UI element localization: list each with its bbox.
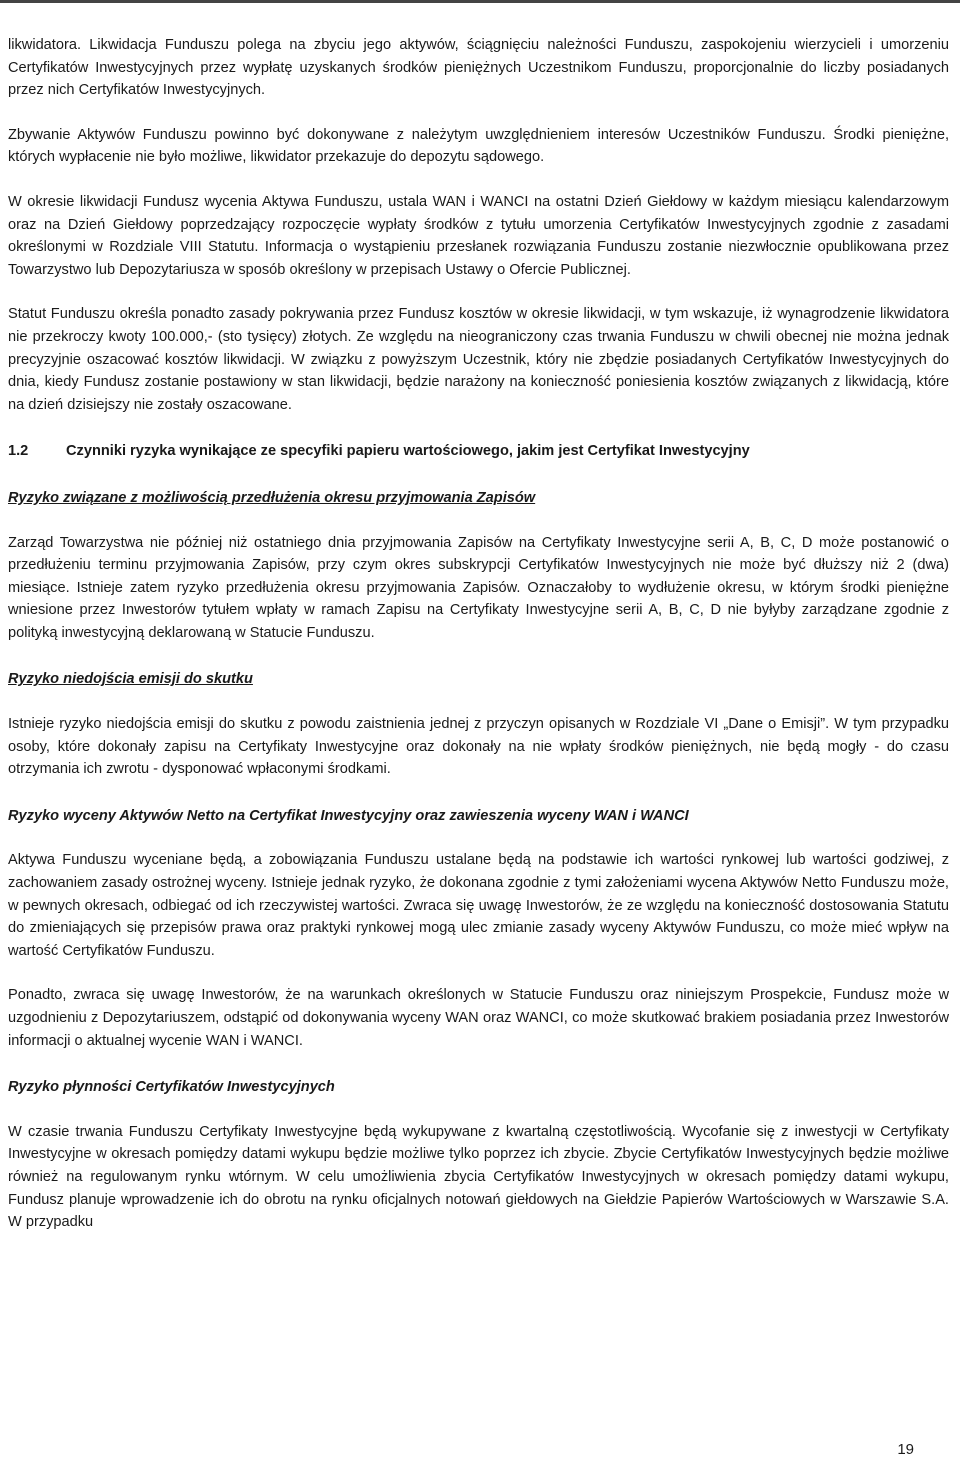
header-rule <box>0 0 960 3</box>
page-number: 19 <box>897 1441 914 1458</box>
paragraph-valuation-liquidation: W okresie likwidacji Fundusz wycenia Aktywa Funduszu, ustala WAN i WANCI na ostatni Dzień Giełdowy w każdym miesiącu kalendarzowym oraz na Dzień Giełdowy poprzedzający rozpoczęcie wypłaty środków z tytułu umorzenia Certyfikatów Inwestycyjnych zgodnie z zasadami określonymi w Rozdziale VIII Statutu. Informacja o wystąpieniu przesłanek rozwiązania Funduszu zostanie niezwłocznie opublikowana przez Towarzystwo lub Depozytariusza w sposób określony w przepisach Ustawy o Ofercie Publicznej. <box>8 193 949 278</box>
document-body <box>8 34 949 1234</box>
risk-heading-valuation: Ryzyko wyceny Aktywów Netto na Certyfikat Inwestycyjny oraz zawieszenia wyceny WAN i WANCI <box>8 807 689 824</box>
risk-heading-issue-failure: Ryzyko niedojścia emisji do skutku <box>8 671 253 688</box>
risk-text-valuation: Aktywa Funduszu wyceniane będą, a zobowiązania Funduszu ustalane będą na podstawie ich wartości rynkowej lub wartości godziwej, z zachowaniem zasady ostrożnej wyceny. Istnieje jednak ryzyko, że dokonana zgodnie z tymi założeniami wycena Aktywów Netto Funduszu może, w pewnych okresach, odbiegać od ich rzeczywistej wartości. Zwraca się uwagę Inwestorów, że ze względu na konieczność dostosowania Statutu do zmieniających się przepisów prawa oraz praktyki rynkowej mogą ulec zmianie zasady wyceny Aktywów Funduszu, co może mieć wpływ na wartość Certyfikatów Funduszu. <box>8 852 949 959</box>
paragraph-liquidation: likwidatora. Likwidacja Funduszu polega na zbyciu jego aktywów, ściągnięciu należności Funduszu, zaspokojeniu wierzycieli i umorzeniu Certyfikatów Inwestycyjnych przez wypłatę uzyskanych środków pieniężnych Uczestnikom Funduszu, proporcjonalnie do liczby posiadanych przez nich Certyfikatów Inwestycyjnych. <box>8 37 949 99</box>
section-heading <box>8 440 949 463</box>
risk-text-subscription-extension: Zarząd Towarzystwa nie później niż ostatniego dnia przyjmowania Zapisów na Certyfikaty Inwestycyjne serii A, B, C, D może postanowić o przedłużeniu terminu przyjmowania Zapisów, przy czym okres subskrypcji Certyfikatów Inwestycyjnych nie może być dłuższy niż 2 (dwa) miesiące. Istnieje zatem ryzyko przedłużenia okresu przyjmowania Zapisów. Oznaczałoby to wydłużenie okresu, w którym środki pieniężne wniesione przez Inwestorów tytułem wpłaty w ramach Zapisu na Certyfikaty Inwestycyjne serii A, B, C, D nie byłyby zarządzane zgodnie z polityką inwestycyjną deklarowaną w Statucie Funduszu. <box>8 534 949 641</box>
section-number: 1.2 <box>8 443 29 460</box>
paragraph-asset-disposal: Zbywanie Aktywów Funduszu powinno być dokonywane z należytym uwzględnieniem interesów Uczestników Funduszu. Środki pieniężne, których wypłacenie nie było możliwe, likwidator przekazuje do depozytu sądowego. <box>8 126 949 166</box>
risk-heading-subscription-extension: Ryzyko związane z możliwością przedłużenia okresu przyjmowania Zapisów <box>8 489 536 506</box>
risk-text-valuation-suspension: Ponadto, zwraca się uwagę Inwestorów, że na warunkach określonych w Statucie Funduszu oraz niniejszym Prospekcie, Fundusz może w uzgodnieniu z Depozytariuszem, odstąpić od dokonywania wyceny WAN oraz WANCI, co może skutkować brakiem posiadania przez Inwestorów informacji o aktualnej wycenie WAN i WANCI. <box>8 987 949 1049</box>
risk-heading-liquidity: Ryzyko płynności Certyfikatów Inwestycyjnych <box>8 1079 335 1096</box>
section-title: Czynniki ryzyka wynikające ze specyfiki papieru wartościowego, jakim jest Certyfikat Inwestycyjny <box>66 443 750 460</box>
risk-text-issue-failure: Istnieje ryzyko niedojścia emisji do skutku z powodu zaistnienia jednej z przyczyn opisanych w Rozdziale VI „Dane o Emisji”. W tym przypadku osoby, które dokonały zapisu na Certyfikaty Inwestycyjne oraz dokonały na nie wpłaty środków pieniężnych, nie będą mogły - do czasu otrzymania ich zwrotu - dysponować wpłaconymi środkami. <box>8 716 949 778</box>
paragraph-liquidation-costs: Statut Funduszu określa ponadto zasady pokrywania przez Fundusz kosztów w okresie likwidacji, w tym wskazuje, iż wynagrodzenie likwidatora nie przekroczy kwoty 100.000,- (sto tysięcy) złotych. Ze względu na nieograniczony czas trwania Funduszu w chwili obecnej nie można jednak precyzyjnie oszacować kosztów likwidacji. W związku z powyższym Uczestnik, który nie zbędzie posiadanych Certyfikatów Inwestycyjnych do dnia, kiedy Fundusz zostanie postawiony w stan likwidacji, będzie narażony na konieczność poniesienia kosztów związanych z likwidacją, które na dzień dzisiejszy nie zostały oszacowane. <box>8 306 949 413</box>
risk-text-liquidity: W czasie trwania Funduszu Certyfikaty Inwestycyjne będą wykupywane z kwartalną częstotliwością. Wycofanie się z inwestycji w Certyfikaty Inwestycyjne w okresach pomiędzy datami wykupu będzie możliwe tylko poprzez ich zbycie. Zbycie Certyfikatów Inwestycyjnych będzie możliwe również na regulowanym rynku wtórnym. W celu umożliwienia zbycia Certyfikatów Inwestycyjnych w okresach pomiędzy datami wykupu, Fundusz planuje wprowadzenie ich do obrotu na rynku oficjalnych notowań giełdowych na Giełdzie Papierów Wartościowych w Warszawie S.A. W przypadku <box>8 1123 949 1231</box>
